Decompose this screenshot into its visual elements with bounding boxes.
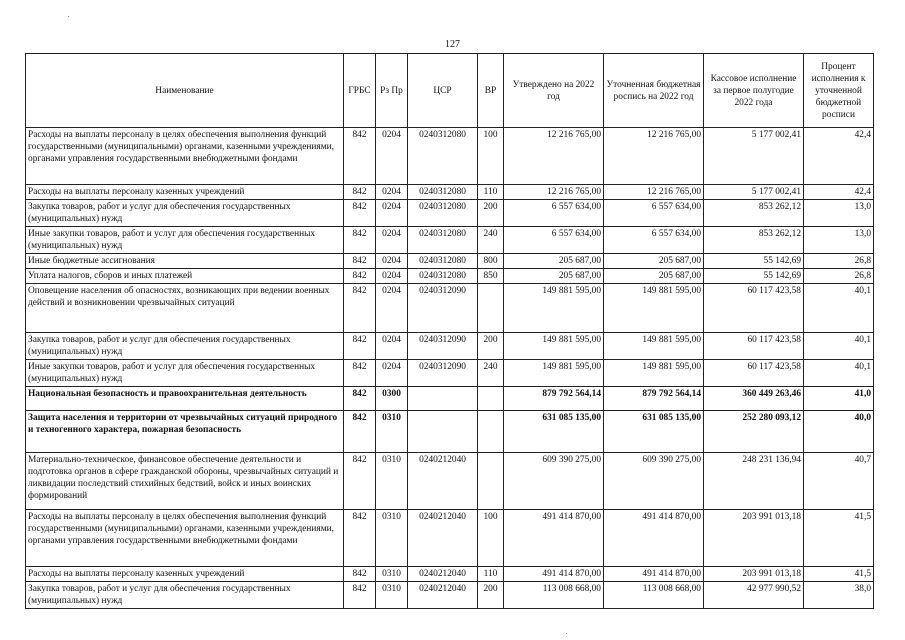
header-refined: Уточненная бюджетная роспись на 2022 год [604,54,704,128]
table-row [26,510,874,567]
row-cash-cell: 252 280 093,12 [704,411,804,453]
row-vr-cell [478,453,504,510]
row-rzpr-cell: 0204 [376,128,408,185]
row-rzpr-cell: 0310 [376,582,408,609]
row-grbs-cell: 842 [344,387,376,411]
row-name-cell: Иные закупки товаров, работ и услуг для обеспечения государственных (муниципальных) нужд [26,360,344,387]
row-rzpr-cell: 0310 [376,453,408,510]
row-percent-cell: 13,0 [804,200,874,227]
row-vr-cell: 200 [478,200,504,227]
row-vr-cell: 850 [478,269,504,284]
row-name-cell: Национальная безопасность и правоохранительная деятельность [26,387,344,411]
row-approved-cell: 6 557 634,00 [504,227,604,254]
row-approved-cell: 631 085 135,00 [504,411,604,453]
row-cash-cell: 42 977 990,52 [704,582,804,609]
row-name-cell: Закупка товаров, работ и услуг для обеспечения государственных (муниципальных) нужд [26,200,344,227]
row-approved-cell: 113 008 668,00 [504,582,604,609]
row-rzpr-cell: 0310 [376,567,408,582]
table-row [26,185,874,200]
header-approved: Утверждено на 2022 год [504,54,604,128]
budget-execution-table [25,53,874,609]
row-grbs-cell: 842 [344,269,376,284]
header-vr: ВР [478,54,504,128]
row-percent-cell: 42,4 [804,185,874,200]
row-csr-cell: 0240312080 [408,269,478,284]
row-csr-cell: 0240212040 [408,567,478,582]
row-rzpr-cell: 0204 [376,269,408,284]
table-row [26,284,874,333]
row-percent-cell: 40,1 [804,284,874,333]
row-percent-cell: 38,0 [804,582,874,609]
row-grbs-cell: 842 [344,360,376,387]
row-refined-cell: 149 881 595,00 [604,284,704,333]
row-csr-cell: 0240312080 [408,128,478,185]
table-body [26,128,874,609]
header-percent: Процент исполнения к уточненной бюджетной росписи [804,54,874,128]
row-vr-cell: 110 [478,567,504,582]
row-csr-cell: 0240312090 [408,360,478,387]
table-row [26,567,874,582]
row-vr-cell [478,284,504,333]
row-grbs-cell: 842 [344,200,376,227]
table-row [26,453,874,510]
row-csr-cell [408,387,478,411]
row-percent-cell: 26,8 [804,269,874,284]
header-grbs: ГРБС [344,54,376,128]
row-grbs-cell: 842 [344,254,376,269]
row-grbs-cell: 842 [344,411,376,453]
row-cash-cell: 5 177 002,41 [704,185,804,200]
row-approved-cell: 12 216 765,00 [504,128,604,185]
row-vr-cell: 100 [478,510,504,567]
row-rzpr-cell: 0204 [376,200,408,227]
row-approved-cell: 609 390 275,00 [504,453,604,510]
row-grbs-cell: 842 [344,510,376,567]
header-cash: Кассовое исполнение за первое полугодие 2022 года [704,54,804,128]
row-refined-cell: 12 216 765,00 [604,185,704,200]
row-name-cell: Уплата налогов, сборов и иных платежей [26,269,344,284]
row-csr-cell: 0240312080 [408,254,478,269]
row-vr-cell [478,387,504,411]
row-percent-cell: 40,7 [804,453,874,510]
row-rzpr-cell: 0300 [376,387,408,411]
row-csr-cell: 0240312080 [408,200,478,227]
row-rzpr-cell: 0204 [376,254,408,269]
row-cash-cell: 5 177 002,41 [704,128,804,185]
row-refined-cell: 491 414 870,00 [604,567,704,582]
table-row [26,582,874,609]
row-refined-cell: 113 008 668,00 [604,582,704,609]
row-refined-cell: 879 792 564,14 [604,387,704,411]
row-cash-cell: 853 262,12 [704,200,804,227]
row-grbs-cell: 842 [344,567,376,582]
row-cash-cell: 55 142,69 [704,269,804,284]
row-cash-cell: 248 231 136,94 [704,453,804,510]
row-percent-cell: 42,4 [804,128,874,185]
row-cash-cell: 360 449 263,46 [704,387,804,411]
row-percent-cell: 41,0 [804,387,874,411]
row-grbs-cell: 842 [344,284,376,333]
row-name-cell: Иные бюджетные ассигнования [26,254,344,269]
scan-speck [68,16,69,17]
header-csr: ЦСР [408,54,478,128]
row-name-cell: Расходы на выплаты персоналу в целях обеспечения выполнения функций государственными (муниципальными) органами, казенными учреждениями, органами управления государственными внебюджетными фондами [26,128,344,185]
row-name-cell: Закупка товаров, работ и услуг для обеспечения государственных (муниципальных) нужд [26,333,344,360]
row-csr-cell: 0240312080 [408,227,478,254]
row-cash-cell: 853 262,12 [704,227,804,254]
row-grbs-cell: 842 [344,333,376,360]
header-name: Наименование [26,54,344,128]
row-name-cell: Расходы на выплаты персоналу казенных учреждений [26,185,344,200]
row-grbs-cell: 842 [344,128,376,185]
table-row [26,360,874,387]
row-percent-cell: 40,1 [804,333,874,360]
row-percent-cell: 41,5 [804,510,874,567]
row-vr-cell: 200 [478,582,504,609]
row-rzpr-cell: 0204 [376,227,408,254]
row-vr-cell: 240 [478,360,504,387]
row-name-cell: Иные закупки товаров, работ и услуг для обеспечения государственных (муниципальных) нужд [26,227,344,254]
row-rzpr-cell: 0204 [376,333,408,360]
row-vr-cell: 200 [478,333,504,360]
row-approved-cell: 205 687,00 [504,269,604,284]
row-approved-cell: 149 881 595,00 [504,333,604,360]
row-cash-cell: 55 142,69 [704,254,804,269]
row-rzpr-cell: 0310 [376,411,408,453]
page-number: 127 [445,39,460,50]
row-name-cell: Материально-техническое, финансовое обеспечение деятельности и подготовка органов в сфере гражданской обороны, чрезвычайных ситуаций и ликвидации последствий стихийных бедствий, войск и иных воинских формирований [26,453,344,510]
row-percent-cell: 40,1 [804,360,874,387]
row-rzpr-cell: 0204 [376,360,408,387]
row-approved-cell: 879 792 564,14 [504,387,604,411]
row-refined-cell: 149 881 595,00 [604,360,704,387]
row-grbs-cell: 842 [344,582,376,609]
row-grbs-cell: 842 [344,227,376,254]
table-row [26,269,874,284]
row-cash-cell: 203 991 013,18 [704,510,804,567]
row-grbs-cell: 842 [344,185,376,200]
row-refined-cell: 205 687,00 [604,269,704,284]
row-refined-cell: 6 557 634,00 [604,200,704,227]
row-vr-cell: 240 [478,227,504,254]
table-row [26,254,874,269]
row-vr-cell: 100 [478,128,504,185]
row-refined-cell: 491 414 870,00 [604,510,704,567]
table-row [26,333,874,360]
row-percent-cell: 40,0 [804,411,874,453]
row-cash-cell: 203 991 013,18 [704,567,804,582]
row-approved-cell: 149 881 595,00 [504,360,604,387]
row-approved-cell: 205 687,00 [504,254,604,269]
row-approved-cell: 12 216 765,00 [504,185,604,200]
row-rzpr-cell: 0204 [376,185,408,200]
row-vr-cell [478,411,504,453]
row-csr-cell: 0240212040 [408,453,478,510]
row-csr-cell [408,411,478,453]
row-name-cell: Оповещение населения об опасностях, возникающих при ведении военных действий и возникновении чрезвычайных ситуаций [26,284,344,333]
row-refined-cell: 12 216 765,00 [604,128,704,185]
row-cash-cell: 60 117 423,58 [704,360,804,387]
row-name-cell: Расходы на выплаты персоналу в целях обеспечения выполнения функций государственными (муниципальными) органами, казенными учреждениями, органами управления государственными внебюджетными фондами [26,510,344,567]
row-percent-cell: 41,5 [804,567,874,582]
row-approved-cell: 491 414 870,00 [504,567,604,582]
row-refined-cell: 631 085 135,00 [604,411,704,453]
row-cash-cell: 60 117 423,58 [704,333,804,360]
row-approved-cell: 149 881 595,00 [504,284,604,333]
row-cash-cell: 60 117 423,58 [704,284,804,333]
table-header-row [26,54,874,128]
row-vr-cell: 800 [478,254,504,269]
row-refined-cell: 149 881 595,00 [604,333,704,360]
scan-speck [566,633,567,634]
row-approved-cell: 491 414 870,00 [504,510,604,567]
row-name-cell: Закупка товаров, работ и услуг для обеспечения государственных (муниципальных) нужд [26,582,344,609]
row-csr-cell: 0240212040 [408,510,478,567]
row-csr-cell: 0240312090 [408,284,478,333]
row-name-cell: Расходы на выплаты персоналу казенных учреждений [26,567,344,582]
row-name-cell: Защита населения и территории от чрезвычайных ситуаций природного и техногенного характера, пожарная безопасность [26,411,344,453]
row-refined-cell: 609 390 275,00 [604,453,704,510]
row-rzpr-cell: 0204 [376,284,408,333]
table-row [26,411,874,453]
row-csr-cell: 0240212040 [408,582,478,609]
row-percent-cell: 13,0 [804,227,874,254]
table-row [26,227,874,254]
row-csr-cell: 0240312090 [408,333,478,360]
row-percent-cell: 26,8 [804,254,874,269]
row-rzpr-cell: 0310 [376,510,408,567]
header-rzpr: Рз Пр [376,54,408,128]
row-csr-cell: 0240312080 [408,185,478,200]
row-refined-cell: 205 687,00 [604,254,704,269]
row-grbs-cell: 842 [344,453,376,510]
row-refined-cell: 6 557 634,00 [604,227,704,254]
table-row [26,128,874,185]
table-row [26,387,874,411]
table-row [26,200,874,227]
row-vr-cell: 110 [478,185,504,200]
row-approved-cell: 6 557 634,00 [504,200,604,227]
